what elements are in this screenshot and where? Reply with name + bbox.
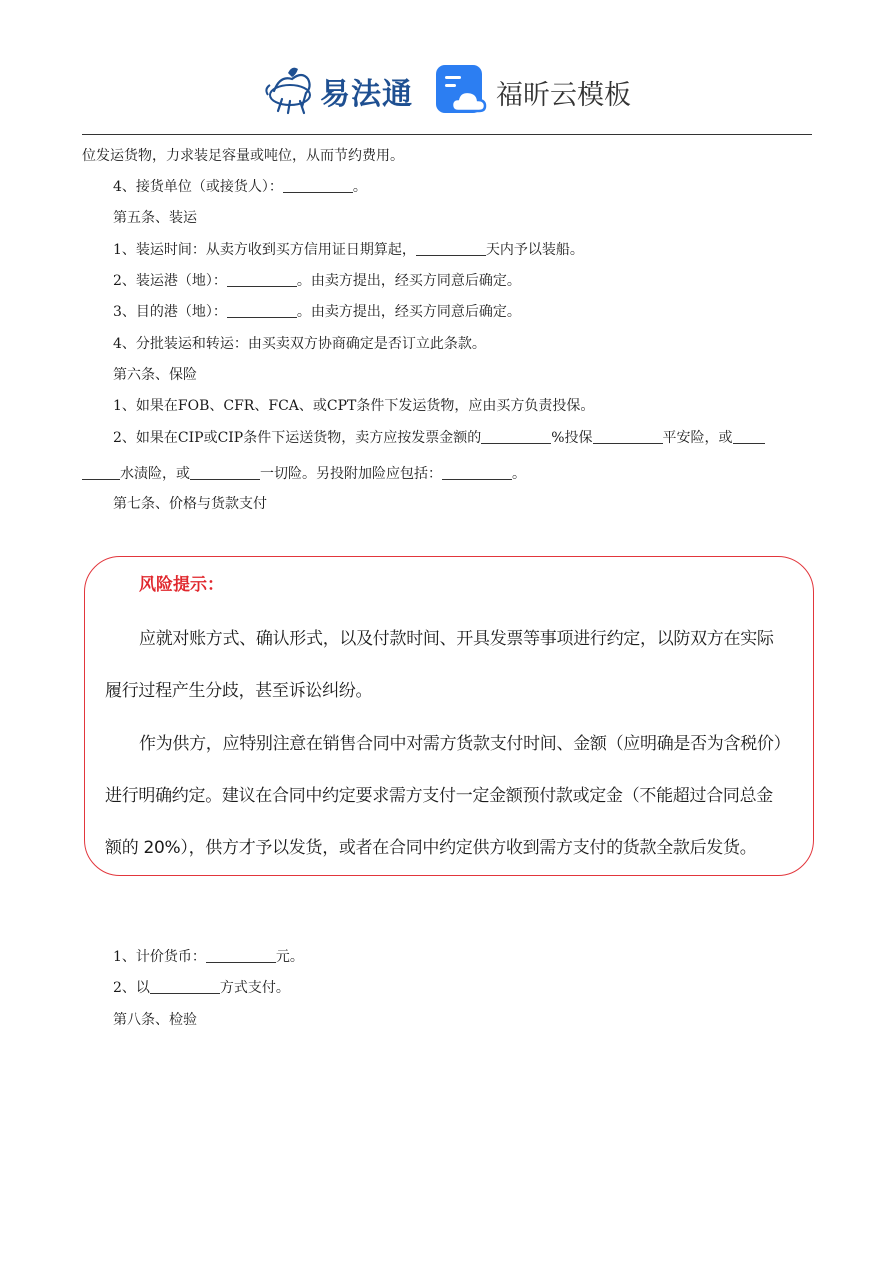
- fill-blank[interactable]: [82, 465, 120, 480]
- clause-line: 4、分批装运和转运：由买卖双方协商确定是否订立此条款。: [113, 336, 486, 352]
- yifatong-logo: [262, 61, 422, 117]
- fill-blank[interactable]: [283, 178, 353, 193]
- clause-text: 2、以: [113, 980, 150, 996]
- yifatong-logo-text: 易法通: [320, 77, 413, 112]
- clause-text: 。由卖方提出，经买方同意后确定。: [296, 304, 521, 320]
- risk-paragraph-line: 应就对账方式、确认形式，以及付款时间、开具发票等事项进行约定，以防双方在实际: [139, 629, 774, 649]
- clause-text: 。: [352, 179, 367, 195]
- fill-blank[interactable]: [227, 303, 297, 318]
- section-heading: 第六条、保险: [113, 367, 197, 383]
- clause-line: [113, 239, 584, 259]
- fill-blank[interactable]: [150, 979, 220, 994]
- clause-text: 元。: [275, 949, 304, 965]
- clause-line: [82, 463, 526, 483]
- clause-text: 。由卖方提出，经买方同意后确定。: [296, 273, 521, 289]
- clause-line: 位发运货物，力求装足容量或吨位，从而节约费用。: [82, 148, 404, 164]
- risk-paragraph-line: 作为供方，应特别注意在销售合同中对需方货款支付时间、金额（应明确是否为含税价）: [139, 734, 791, 754]
- clause-line: [113, 977, 290, 997]
- clause-text: 平安险，或: [662, 430, 733, 446]
- clause-text: 方式支付。: [219, 980, 290, 996]
- clause-line: 1、如果在FOB、CFR、FCA、或CPT条件下发运货物，应由买方负责投保。: [113, 398, 595, 414]
- clause-line: [113, 270, 521, 290]
- clause-text: 一切险。另投附加险应包括：: [260, 466, 442, 482]
- header-divider: [82, 134, 812, 135]
- qilin-emblem-icon: [262, 61, 322, 117]
- clause-text: 天内予以装船。: [485, 242, 584, 258]
- risk-paragraph-line: 履行过程产生分歧，甚至诉讼纠纷。: [105, 681, 373, 701]
- clause-line: [113, 946, 304, 966]
- fill-blank[interactable]: [416, 241, 486, 256]
- fill-blank[interactable]: [442, 465, 512, 480]
- section-heading: 第五条、装运: [113, 210, 197, 226]
- clause-text: 1、计价货币：: [113, 949, 206, 965]
- fuxin-logo-text: 福昕云模板: [496, 80, 631, 111]
- risk-paragraph-line: 额的 20%），供方才予以发货，或者在合同中约定供方收到需方支付的货款全款后发货。: [105, 838, 757, 858]
- fuxin-logo: [436, 65, 656, 121]
- clause-text: 。: [512, 466, 526, 482]
- fill-blank[interactable]: [481, 429, 551, 444]
- clause-text: 1、装运时间：从卖方收到买方信用证日期算起，: [113, 242, 416, 258]
- section-heading: 第八条、检验: [113, 1012, 197, 1028]
- clause-text: 2、如果在CIP或CIP条件下运送货物，卖方应按发票金额的: [113, 430, 482, 446]
- clause-text: 2、装运港（地）：: [113, 273, 227, 289]
- clause-line: [113, 301, 521, 321]
- fill-blank[interactable]: [733, 429, 765, 444]
- clause-text: 水渍险，或: [120, 466, 190, 482]
- cloud-template-icon: [436, 65, 488, 117]
- risk-paragraph-line: 进行明确约定。建议在合同中约定要求需方支付一定金额预付款或定金（不能超过合同总金: [105, 786, 773, 806]
- fill-blank[interactable]: [593, 429, 663, 444]
- clause-line: [113, 176, 367, 196]
- risk-notice-title: 风险提示：: [139, 575, 224, 595]
- clause-text: %投保: [551, 430, 593, 446]
- clause-line: [113, 427, 765, 447]
- risk-notice-box: [84, 556, 814, 876]
- section-heading: 第七条、价格与货款支付: [113, 496, 267, 512]
- fill-blank[interactable]: [190, 465, 260, 480]
- page-header: [0, 55, 893, 125]
- fill-blank[interactable]: [206, 948, 276, 963]
- clause-text: 3、目的港（地）：: [113, 304, 227, 320]
- fill-blank[interactable]: [227, 272, 297, 287]
- clause-text: 4、接货单位（或接货人）：: [113, 179, 283, 195]
